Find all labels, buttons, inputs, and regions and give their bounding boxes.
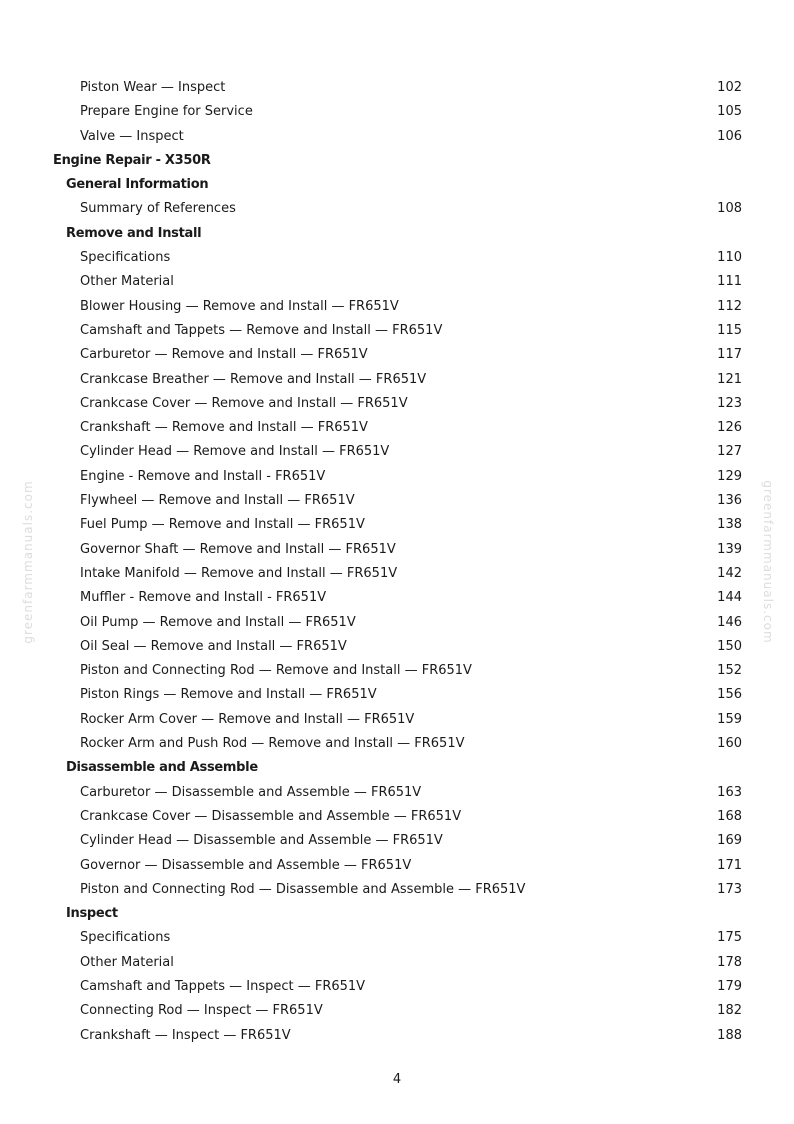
toc-entry-title: Valve — Inspect [80, 128, 184, 144]
toc-entry-page-number: 127 [717, 444, 742, 460]
toc-entry-title: Governor Shaft — Remove and Install — FR651V [80, 541, 396, 557]
watermark-left: greenfarmmanuals.com [21, 480, 35, 644]
toc-entry-page-number: 102 [717, 80, 742, 95]
toc-entry-title: Cylinder Head — Disassemble and Assemble — FR651V [80, 833, 443, 849]
page-number: 4 [392, 1072, 402, 1087]
toc-entry-title: Connecting Rod — Inspect — FR651V [80, 1003, 323, 1019]
toc-entry-page-number: 142 [717, 565, 742, 581]
toc-entry-title: Governor — Disassemble and Assemble — FR651V [80, 857, 412, 873]
toc-section-heading [0, 756, 794, 780]
toc-entry-title: Carburetor — Disassemble and Assemble — FR651V [80, 784, 422, 800]
toc-entry[interactable] [0, 708, 794, 732]
toc-entry[interactable] [0, 100, 794, 124]
toc-entry-title: Crankcase Cover — Remove and Install — FR651V [80, 395, 408, 411]
toc-entry-page-number: 105 [717, 104, 742, 120]
toc-entry-title: Specifications [80, 930, 171, 946]
toc-entry-page-number: 129 [717, 468, 742, 484]
toc-entry-title: Rocker Arm and Push Rod — Remove and Install — FR651V [80, 736, 465, 752]
toc-entry-page-number: 163 [717, 784, 742, 800]
toc-entry-page-number: 160 [717, 736, 742, 752]
toc-entry[interactable] [0, 951, 794, 975]
watermark-right: greenfarmmanuals.com [761, 480, 775, 644]
toc-entry[interactable] [0, 805, 794, 829]
toc-entry-title: Engine - Remove and Install - FR651V [80, 468, 326, 484]
toc-entry-title: Crankcase Breather — Remove and Install — FR651V [80, 371, 427, 387]
toc-entry-page-number: 179 [717, 978, 742, 994]
toc-entry[interactable] [0, 1024, 794, 1048]
toc-entry-page-number: 182 [717, 1003, 742, 1019]
toc-entry[interactable] [0, 295, 794, 319]
toc-entry-title: Intake Manifold — Remove and Install — FR651V [80, 565, 398, 581]
toc-entry-page-number: 112 [717, 298, 742, 314]
toc-entry[interactable] [0, 999, 794, 1023]
toc-entry-title: Crankcase Cover — Disassemble and Assemble — FR651V [80, 808, 462, 824]
toc-entry[interactable] [0, 854, 794, 878]
toc-entry-page-number: 156 [717, 687, 742, 703]
toc-entry-title: Disassemble and Assemble [66, 760, 258, 776]
toc-entry-page-number: 117 [717, 347, 742, 363]
toc-entry-title: Carburetor — Remove and Install — FR651V [80, 347, 368, 363]
toc-entry[interactable] [0, 878, 794, 902]
toc-entry-page-number: 178 [717, 954, 742, 970]
toc-entry-title: Prepare Engine for Service [80, 104, 253, 120]
toc-entry[interactable] [0, 975, 794, 999]
toc-entry[interactable] [0, 829, 794, 853]
toc-entry[interactable] [0, 513, 794, 537]
toc-entry[interactable] [0, 489, 794, 513]
toc-entry[interactable] [0, 659, 794, 683]
table-of-contents [0, 76, 794, 1048]
toc-entry-title: Piston and Connecting Rod — Remove and Install — FR651V [80, 663, 472, 679]
toc-entry-page-number: 173 [717, 881, 742, 897]
toc-entry-title: General Information [66, 177, 209, 193]
toc-entry-page-number: 123 [717, 395, 742, 411]
toc-entry[interactable] [0, 586, 794, 610]
toc-entry-title: Rocker Arm Cover — Remove and Install — FR651V [80, 711, 415, 727]
toc-entry[interactable] [0, 683, 794, 707]
toc-section-heading [0, 222, 794, 246]
toc-entry-title: Other Material [80, 954, 174, 970]
toc-entry[interactable] [0, 343, 794, 367]
toc-entry-page-number: 138 [717, 517, 742, 533]
toc-entry[interactable] [0, 635, 794, 659]
toc-entry[interactable] [0, 416, 794, 440]
toc-entry-title: Crankshaft — Remove and Install — FR651V [80, 420, 368, 436]
toc-entry-page-number: 108 [717, 201, 742, 217]
toc-entry-page-number: 152 [717, 663, 742, 679]
toc-entry-title: Camshaft and Tappets — Inspect — FR651V [80, 978, 366, 994]
toc-entry-page-number: 110 [717, 250, 742, 266]
toc-entry-title: Other Material [80, 274, 174, 290]
toc-entry-title: Flywheel — Remove and Install — FR651V [80, 493, 355, 509]
toc-section-heading [0, 902, 794, 926]
toc-entry[interactable] [0, 368, 794, 392]
toc-entry-title: Camshaft and Tappets — Remove and Install — FR651V [80, 322, 443, 338]
toc-entry-title: Fuel Pump — Remove and Install — FR651V [80, 517, 365, 533]
toc-entry-page-number: 175 [717, 930, 742, 946]
toc-entry-page-number: 136 [717, 493, 742, 509]
toc-entry[interactable] [0, 926, 794, 950]
toc-entry[interactable] [0, 562, 794, 586]
toc-entry[interactable] [0, 538, 794, 562]
toc-entry-page-number: 115 [717, 322, 742, 338]
toc-entry[interactable] [0, 392, 794, 416]
toc-entry-title: Piston and Connecting Rod — Disassemble and Assemble — FR651V [80, 881, 526, 897]
toc-entry[interactable] [0, 732, 794, 756]
toc-entry-page-number: 111 [717, 274, 742, 290]
toc-entry[interactable] [0, 781, 794, 805]
toc-entry[interactable] [0, 440, 794, 464]
toc-entry-title: Crankshaft — Inspect — FR651V [80, 1027, 291, 1043]
toc-entry-title: Engine Repair - X350R [53, 152, 211, 168]
toc-entry-page-number: 146 [717, 614, 742, 630]
toc-entry-page-number: 144 [717, 590, 742, 606]
toc-entry-title: Piston Rings — Remove and Install — FR651V [80, 687, 377, 703]
toc-entry[interactable] [0, 125, 794, 149]
toc-entry-title: Oil Pump — Remove and Install — FR651V [80, 614, 356, 630]
toc-entry-page-number: 171 [717, 857, 742, 873]
toc-entry-page-number: 121 [717, 371, 742, 387]
toc-chapter-heading [0, 149, 794, 173]
toc-entry-title: Specifications [80, 250, 171, 266]
toc-entry[interactable] [0, 246, 794, 270]
toc-entry-page-number: 150 [717, 638, 742, 654]
toc-entry-page-number: 168 [717, 808, 742, 824]
toc-entry[interactable] [0, 465, 794, 489]
toc-section-heading [0, 173, 794, 197]
toc-entry-page-number: 126 [717, 420, 742, 436]
toc-entry-title: Remove and Install [66, 225, 202, 241]
toc-entry[interactable] [0, 270, 794, 294]
toc-entry-title: Muffler - Remove and Install - FR651V [80, 590, 327, 606]
toc-entry-title: Piston Wear — Inspect [80, 80, 226, 95]
toc-entry-title: Cylinder Head — Remove and Install — FR651V [80, 444, 390, 460]
toc-entry-title: Summary of References [80, 201, 236, 217]
toc-entry[interactable] [0, 611, 794, 635]
toc-entry[interactable] [0, 197, 794, 221]
toc-entry-title: Oil Seal — Remove and Install — FR651V [80, 638, 347, 654]
toc-entry[interactable] [0, 319, 794, 343]
toc-entry-page-number: 188 [717, 1027, 742, 1043]
toc-entry-title: Inspect [66, 906, 118, 922]
toc-entry-page-number: 106 [717, 128, 742, 144]
toc-entry-page-number: 139 [717, 541, 742, 557]
toc-entry-page-number: 169 [717, 833, 742, 849]
toc-entry-page-number: 159 [717, 711, 742, 727]
toc-entry[interactable] [0, 76, 794, 100]
toc-entry-title: Blower Housing — Remove and Install — FR651V [80, 298, 399, 314]
